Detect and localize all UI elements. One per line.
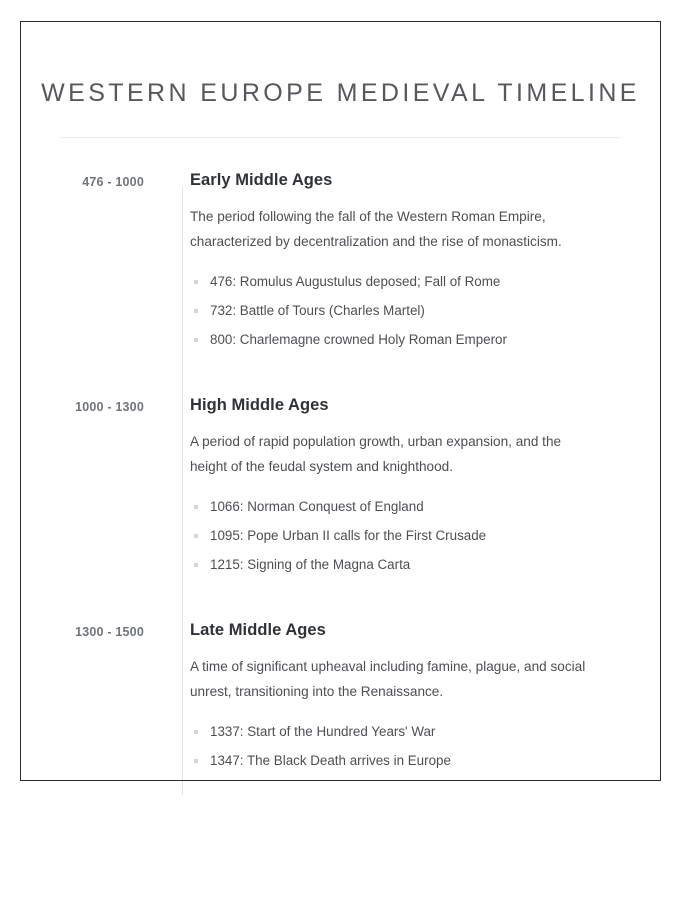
entry-heading: High Middle Ages — [190, 396, 329, 414]
entry-description: A period of rapid population growth, urban expansion, and the height of the feudal system and knighthood. — [190, 434, 562, 474]
timeline-document — [20, 21, 661, 815]
page-title: WESTERN EUROPE MEDIEVAL TIMELINE — [41, 79, 640, 107]
timeline-list — [20, 171, 661, 815]
timeline-entry — [20, 396, 661, 579]
entry-event-item: 1347: The Black Death arrives in Europe — [190, 746, 661, 775]
entry-event-item: 800: Charlemagne crowned Holy Roman Emperor — [190, 325, 661, 354]
entry-body — [163, 396, 661, 579]
entry-event-list — [190, 492, 661, 579]
entry-event-item: 1215: Signing of the Magna Carta — [190, 550, 661, 579]
entry-date-range: 1000 - 1300 — [75, 400, 144, 414]
entry-event-item: 476: Romulus Augustulus deposed; Fall of Rome — [190, 267, 661, 296]
entry-event-item: 732: Battle of Tours (Charles Martel) — [190, 296, 661, 325]
entry-date-range: 1300 - 1500 — [75, 625, 144, 639]
title-divider — [60, 137, 621, 138]
entry-description: The period following the fall of the Western Roman Empire, characterized by decentralization and the rise of monasticism. — [190, 209, 562, 249]
entry-body — [163, 621, 661, 775]
timeline-entry — [20, 171, 661, 354]
entry-date-range: 476 - 1000 — [82, 175, 144, 189]
entry-event-item: 1095: Pope Urban II calls for the First Crusade — [190, 521, 661, 550]
entry-body — [163, 171, 661, 354]
entry-event-list — [190, 267, 661, 354]
entry-heading: Early Middle Ages — [190, 171, 333, 189]
entry-event-list — [190, 717, 661, 775]
entry-heading: Late Middle Ages — [190, 621, 326, 639]
entry-event-item: 1337: Start of the Hundred Years' War — [190, 717, 661, 746]
entry-description: A time of significant upheaval including famine, plague, and social unrest, transitioning into the Renaissance. — [190, 659, 586, 699]
timeline-entry — [20, 621, 661, 775]
entry-event-item: 1066: Norman Conquest of England — [190, 492, 661, 521]
